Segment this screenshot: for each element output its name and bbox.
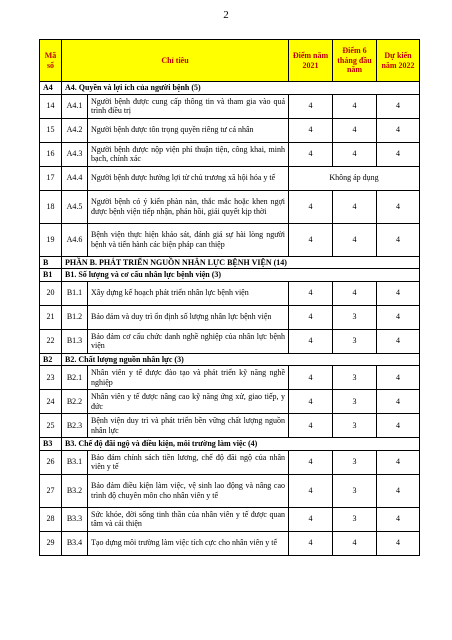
table-row	[40, 507, 420, 531]
table-row	[40, 366, 420, 390]
table-row	[40, 118, 420, 142]
score-2021: 4	[289, 223, 333, 256]
table-row	[40, 474, 420, 507]
section-title: A4. Quyền và lợi ích của người bệnh (5)	[62, 82, 420, 95]
row-stt: 19	[40, 223, 62, 256]
page-number: 2	[223, 9, 229, 21]
row-code: B3.2	[62, 474, 88, 507]
row-stt: 21	[40, 305, 62, 329]
score-6-months: 4	[333, 118, 377, 142]
score-6-months: 3	[333, 414, 377, 438]
score-2021: 4	[289, 390, 333, 414]
score-2021: 4	[289, 329, 333, 353]
score-6-months: 3	[333, 450, 377, 474]
score-2022-planned: 4	[377, 281, 420, 305]
section-title: B2. Chất lượng nguồn nhân lực (3)	[62, 353, 420, 366]
row-description: Bảo đảm và duy trì ổn định số lượng nhân lực bệnh viện	[88, 305, 289, 329]
section-code: A4	[40, 82, 62, 95]
row-stt: 24	[40, 390, 62, 414]
table-row	[40, 450, 420, 474]
header-du-kien-2022: Dự kiến năm 2022	[377, 40, 420, 82]
row-description: Bảo đảm cơ cấu chức danh nghề nghiệp của nhân lực bệnh viện	[88, 329, 289, 353]
row-code: A4.4	[62, 166, 88, 190]
row-stt: 29	[40, 531, 62, 555]
score-2021: 4	[289, 142, 333, 166]
score-6-months: 4	[333, 94, 377, 118]
score-2022-planned: 4	[377, 94, 420, 118]
row-stt: 20	[40, 281, 62, 305]
score-6-months: 4	[333, 281, 377, 305]
row-description: Nhân viên y tế được đào tạo và phát triển kỹ năng nghề nghiệp	[88, 366, 289, 390]
score-2021: 4	[289, 507, 333, 531]
table-body	[40, 82, 420, 556]
table-header-row	[40, 40, 420, 82]
score-6-months: 4	[333, 142, 377, 166]
section-row	[40, 269, 420, 282]
row-code: B2.2	[62, 390, 88, 414]
score-2021: 4	[289, 414, 333, 438]
criteria-table	[39, 39, 420, 556]
not-applicable-note: Không áp dụng	[289, 166, 420, 190]
row-stt: 28	[40, 507, 62, 531]
row-code: B1.3	[62, 329, 88, 353]
row-code: B1.1	[62, 281, 88, 305]
table-row	[40, 305, 420, 329]
score-6-months: 3	[333, 474, 377, 507]
score-2022-planned: 4	[377, 414, 420, 438]
score-2022-planned: 4	[377, 118, 420, 142]
score-6-months: 3	[333, 329, 377, 353]
section-title: B1. Số lượng và cơ cấu nhân lực bệnh viện (3)	[62, 269, 420, 282]
score-2021: 4	[289, 531, 333, 555]
table-row	[40, 531, 420, 555]
score-2021: 4	[289, 94, 333, 118]
section-code: B2	[40, 353, 62, 366]
row-code: A4.2	[62, 118, 88, 142]
score-2022-planned: 4	[377, 474, 420, 507]
score-6-months: 4	[333, 531, 377, 555]
score-6-months: 4	[333, 190, 377, 223]
row-stt: 22	[40, 329, 62, 353]
score-2022-planned: 4	[377, 190, 420, 223]
table-row	[40, 142, 420, 166]
table-row	[40, 94, 420, 118]
score-2021: 4	[289, 450, 333, 474]
table-row	[40, 329, 420, 353]
row-description: Bệnh viện duy trì và phát triển bền vững chất lượng nguồn nhân lực	[88, 414, 289, 438]
row-code: A4.6	[62, 223, 88, 256]
row-description: Người bệnh được tôn trọng quyền riêng tư cá nhân	[88, 118, 289, 142]
score-2022-planned: 4	[377, 329, 420, 353]
score-6-months: 3	[333, 390, 377, 414]
row-stt: 15	[40, 118, 62, 142]
score-6-months: 3	[333, 366, 377, 390]
row-stt: 23	[40, 366, 62, 390]
row-description: Bảo đảm điều kiện làm việc, vệ sinh lao động và nâng cao trình độ chuyên môn cho nhân viên y tế	[88, 474, 289, 507]
header-diem-6-thang: Điểm 6 tháng đầu năm	[333, 40, 377, 82]
score-2021: 4	[289, 190, 333, 223]
row-code: A4.1	[62, 94, 88, 118]
row-code: B3.1	[62, 450, 88, 474]
header-diem-2021: Điểm năm 2021	[289, 40, 333, 82]
row-description: Tạo dựng môi trường làm việc tích cực cho nhân viên y tế	[88, 531, 289, 555]
table-row	[40, 390, 420, 414]
row-code: B2.3	[62, 414, 88, 438]
header-ma-so: Mã số	[40, 40, 62, 82]
row-code: B3.4	[62, 531, 88, 555]
score-2022-planned: 4	[377, 142, 420, 166]
row-stt: 17	[40, 166, 62, 190]
score-2022-planned: 4	[377, 390, 420, 414]
score-2021: 4	[289, 474, 333, 507]
table-row	[40, 414, 420, 438]
row-description: Bệnh viện thực hiện khảo sát, đánh giá sự hài lòng người bệnh và tiến hành các biện pháp can thiệp	[88, 223, 289, 256]
score-6-months: 4	[333, 223, 377, 256]
section-row	[40, 82, 420, 95]
row-description: Người bệnh được nộp viện phí thuận tiện, công khai, minh bạch, chính xác	[88, 142, 289, 166]
score-6-months: 3	[333, 507, 377, 531]
score-2021: 4	[289, 305, 333, 329]
row-stt: 16	[40, 142, 62, 166]
score-2022-planned: 4	[377, 223, 420, 256]
section-row	[40, 256, 420, 269]
score-2022-planned: 4	[377, 366, 420, 390]
score-2021: 4	[289, 366, 333, 390]
row-code: B1.2	[62, 305, 88, 329]
section-title: PHẦN B. PHÁT TRIỂN NGUỒN NHÂN LỰC BỆNH VIỆN (14)	[62, 256, 420, 269]
row-description: Sức khỏe, đời sống tinh thần của nhân viên y tế được quan tâm và cải thiện	[88, 507, 289, 531]
row-description: Người bệnh được cung cấp thông tin và tham gia vào quá trình điều trị	[88, 94, 289, 118]
score-2022-planned: 4	[377, 450, 420, 474]
section-code: B1	[40, 269, 62, 282]
row-stt: 14	[40, 94, 62, 118]
table-row	[40, 190, 420, 223]
row-stt: 25	[40, 414, 62, 438]
row-description: Người bệnh được hưởng lợi từ chủ trương xã hội hóa y tế	[88, 166, 289, 190]
section-row	[40, 353, 420, 366]
table-row	[40, 223, 420, 256]
section-code: B3	[40, 438, 62, 451]
header-chi-tieu: Chỉ tiêu	[62, 40, 289, 82]
row-code: B3.3	[62, 507, 88, 531]
table-row	[40, 166, 420, 190]
section-row	[40, 438, 420, 451]
row-description: Bảo đảm chính sách tiền lương, chế độ đãi ngộ của nhân viên y tế	[88, 450, 289, 474]
row-code: A4.3	[62, 142, 88, 166]
score-6-months: 3	[333, 305, 377, 329]
row-code: B2.1	[62, 366, 88, 390]
section-title: B3. Chế độ đãi ngộ và điều kiện, môi trường làm việc (4)	[62, 438, 420, 451]
score-2022-planned: 4	[377, 531, 420, 555]
row-description: Xây dựng kế hoạch phát triển nhân lực bệnh viện	[88, 281, 289, 305]
row-stt: 27	[40, 474, 62, 507]
section-code: B	[40, 256, 62, 269]
row-stt: 26	[40, 450, 62, 474]
row-code: A4.5	[62, 190, 88, 223]
table-row	[40, 281, 420, 305]
score-2021: 4	[289, 281, 333, 305]
score-2021: 4	[289, 118, 333, 142]
row-description: Người bệnh có ý kiến phàn nàn, thắc mắc hoặc khen ngợi được bệnh viện tiếp nhận, phản hồi, giải quyết kịp thời	[88, 190, 289, 223]
row-description: Nhân viên y tế được nâng cao kỹ năng ứng xử, giao tiếp, y đức	[88, 390, 289, 414]
row-stt: 18	[40, 190, 62, 223]
score-2022-planned: 4	[377, 305, 420, 329]
score-2022-planned: 4	[377, 507, 420, 531]
